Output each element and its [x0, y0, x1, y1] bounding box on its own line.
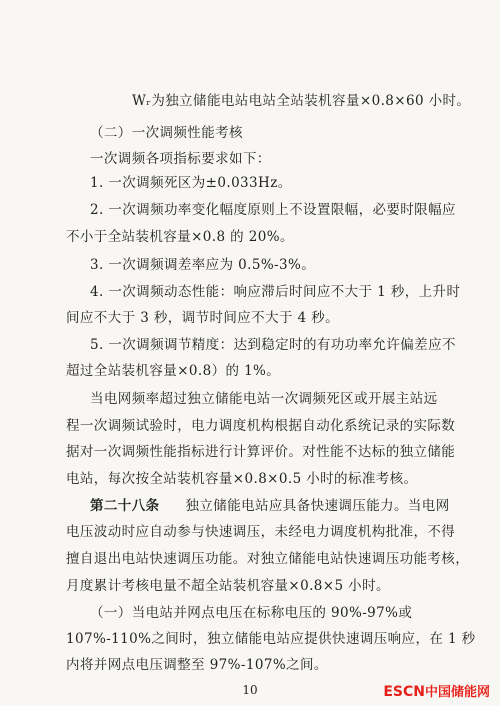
list-item-continued: 超过全站装机容量×0.8）的 1%。	[66, 363, 281, 379]
paragraph-line: 一次调频各项指标要求如下：	[90, 151, 271, 167]
list-item: 2. 一次调频功率变化幅度原则上不设置限幅，必要时限幅应	[90, 202, 456, 218]
paragraph-line: 107%-110%之间时，独立储能电站应提供快速调压响应，在 1 秒	[66, 631, 476, 647]
paragraph-line: 月度累计考核电量不超全站装机容量×0.8×5 小时。	[66, 578, 390, 594]
list-item: 1. 一次调频死区为±0.033Hz。	[90, 175, 292, 191]
list-item-continued: 不小于全站装机容量×0.8 的 20%。	[66, 229, 294, 245]
list-item-continued: 间应不大于 3 秒，调节时间应不大于 4 秒。	[66, 310, 340, 326]
paragraph-line: 程一次调频试验时，电力调度机构根据自动化系统记录的实际数	[66, 418, 456, 434]
section-heading: （二）一次调频性能考核	[90, 125, 243, 141]
watermark-logo	[383, 681, 490, 700]
page-number: 10	[242, 683, 258, 697]
paragraph-line: 当电网频率超过独立储能电站一次调频死区或开展主站远	[90, 391, 438, 407]
watermark-site: 中国储能网	[424, 685, 490, 700]
article-paragraph	[0, 497, 500, 515]
paragraph-line: Wᵣ为独立储能电站电站全站装机容量×0.8×60 小时。	[132, 93, 471, 109]
paragraph-line: 据对一次调频性能指标进行计算评价。对性能不达标的独立储能	[66, 444, 456, 460]
list-item: 3. 一次调频调差率应为 0.5%-3%。	[90, 257, 316, 273]
article-label: 第二十八条	[90, 498, 160, 514]
paragraph-line: （一）当电站并网点电压在标称电压的 90%-97%或	[90, 605, 413, 621]
paragraph-line: 擅自退出电站快速调压功能。对独立储能电站快速调压功能考核，	[66, 551, 470, 567]
paragraph-line: 内将并网点电压调整至 97%-107%之间。	[66, 657, 328, 673]
paragraph-line: 电压波动时应自动参与快速调压，未经电力调度机构批准，不得	[66, 524, 456, 540]
watermark-brand: ESCN	[383, 684, 425, 700]
list-item: 5. 一次调频调节精度：达到稳定时的有功功率允许偏差应不	[90, 337, 456, 353]
paragraph-line: 电站，每次按全站装机容量×0.8×0.5 小时的标准考核。	[66, 471, 418, 487]
paragraph-text: 独立储能电站应具备快速调压能力。当电网	[185, 498, 450, 514]
list-item: 4. 一次调频动态性能：响应滞后时间应不大于 1 秒，上升时	[90, 284, 461, 300]
